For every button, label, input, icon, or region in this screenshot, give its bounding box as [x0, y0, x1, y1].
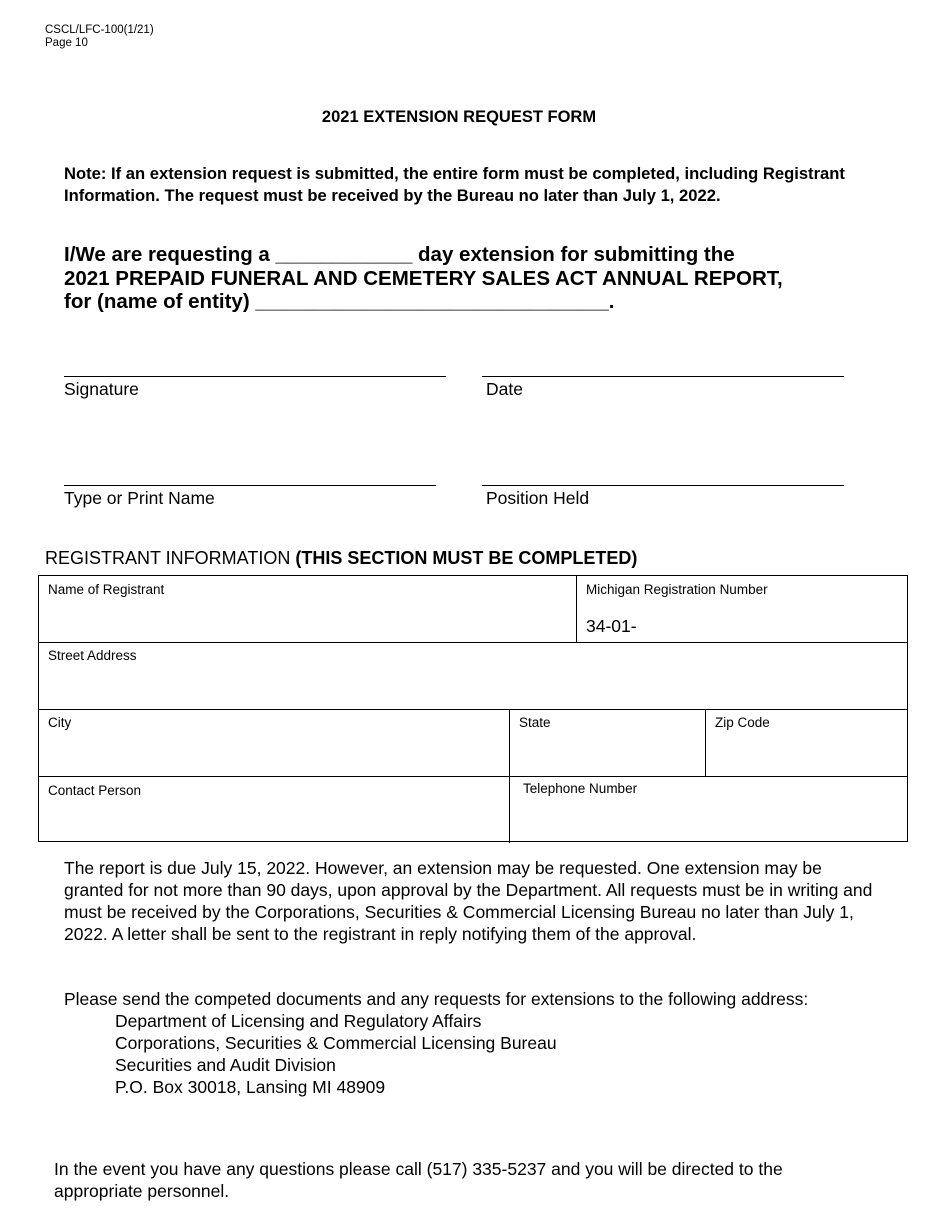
- registrant-heading-bold: (THIS SECTION MUST BE COMPLETED): [295, 548, 638, 568]
- city-label: City: [48, 715, 72, 730]
- request-line-2: 2021 PREPAID FUNERAL AND CEMETERY SALES ACT ANNUAL REPORT,: [64, 266, 783, 290]
- address-line-4: P.O. Box 30018, Lansing MI 48909: [115, 1077, 386, 1097]
- contact-person-label: Contact Person: [48, 783, 142, 798]
- registrant-heading-plain: REGISTRANT INFORMATION: [45, 548, 296, 568]
- registrant-name-field[interactable]: [39, 576, 577, 642]
- position-label: Position Held: [486, 488, 590, 508]
- contact-person-field[interactable]: [39, 776, 510, 841]
- page-title: 2021 EXTENSION REQUEST FORM: [321, 108, 597, 126]
- position-line[interactable]: [482, 485, 844, 486]
- send-instruction: Please send the competed documents and any requests for extensions to the following address:: [64, 989, 809, 1009]
- telephone-label: Telephone Number: [523, 781, 638, 796]
- form-header: [45, 24, 154, 50]
- street-address-label: Street Address: [48, 648, 137, 663]
- telephone-field[interactable]: [510, 776, 907, 841]
- request-line-1: I/We are requesting a ____________ day extension for submitting the: [64, 243, 735, 266]
- note-text: Note: If an extension request is submitted, the entire form must be completed, including Registrant Information. The request must be received by the Bureau no later than July 1, 2022.: [64, 164, 845, 205]
- footer-contact: In the event you have any questions please call (517) 335-5237 and you will be directed to the appropriate personnel.: [54, 1159, 783, 1201]
- state-field[interactable]: [510, 709, 706, 776]
- city-field[interactable]: [39, 709, 510, 776]
- page-number: Page 10: [45, 37, 88, 49]
- mailing-address: [115, 1010, 557, 1098]
- signature-label: Signature: [64, 379, 139, 399]
- street-address-field[interactable]: [39, 642, 907, 709]
- due-date-paragraph: The report is due July 15, 2022. However, an extension may be requested. One extension may be granted for not more than 90 days, upon approval by the Department. All requests must be in writing and must be received by the Corporations, Securities & Commercial Licensing Bureau no later than July 1, 2022. A letter shall be sent to the registrant in reply notifying them of the approval.: [64, 858, 873, 944]
- address-line-1: Department of Licensing and Regulatory Affairs: [115, 1011, 482, 1031]
- request-line-3: for (name of entity) _______________________________.: [64, 290, 615, 313]
- print-name-line[interactable]: [64, 485, 436, 486]
- address-line-3: Securities and Audit Division: [115, 1055, 336, 1075]
- registrant-heading: [45, 548, 637, 569]
- address-line-2: Corporations, Securities & Commercial Licensing Bureau: [115, 1033, 557, 1053]
- extension-request-statement: [64, 243, 904, 314]
- form-id: CSCL/LFC-100(1/21): [45, 24, 154, 36]
- registrant-name-label: Name of Registrant: [48, 582, 165, 597]
- date-label: Date: [486, 379, 523, 399]
- zip-code-label: Zip Code: [715, 715, 770, 730]
- date-line[interactable]: [482, 376, 844, 377]
- registration-number-label: Michigan Registration Number: [586, 582, 768, 597]
- print-name-label: Type or Print Name: [64, 488, 215, 508]
- registration-number-field[interactable]: [577, 576, 907, 642]
- signature-line[interactable]: [64, 376, 446, 377]
- registration-number-prefix: 34-01-: [586, 616, 637, 636]
- registrant-table: [38, 575, 908, 842]
- zip-code-field[interactable]: [706, 709, 907, 776]
- state-label: State: [519, 715, 551, 730]
